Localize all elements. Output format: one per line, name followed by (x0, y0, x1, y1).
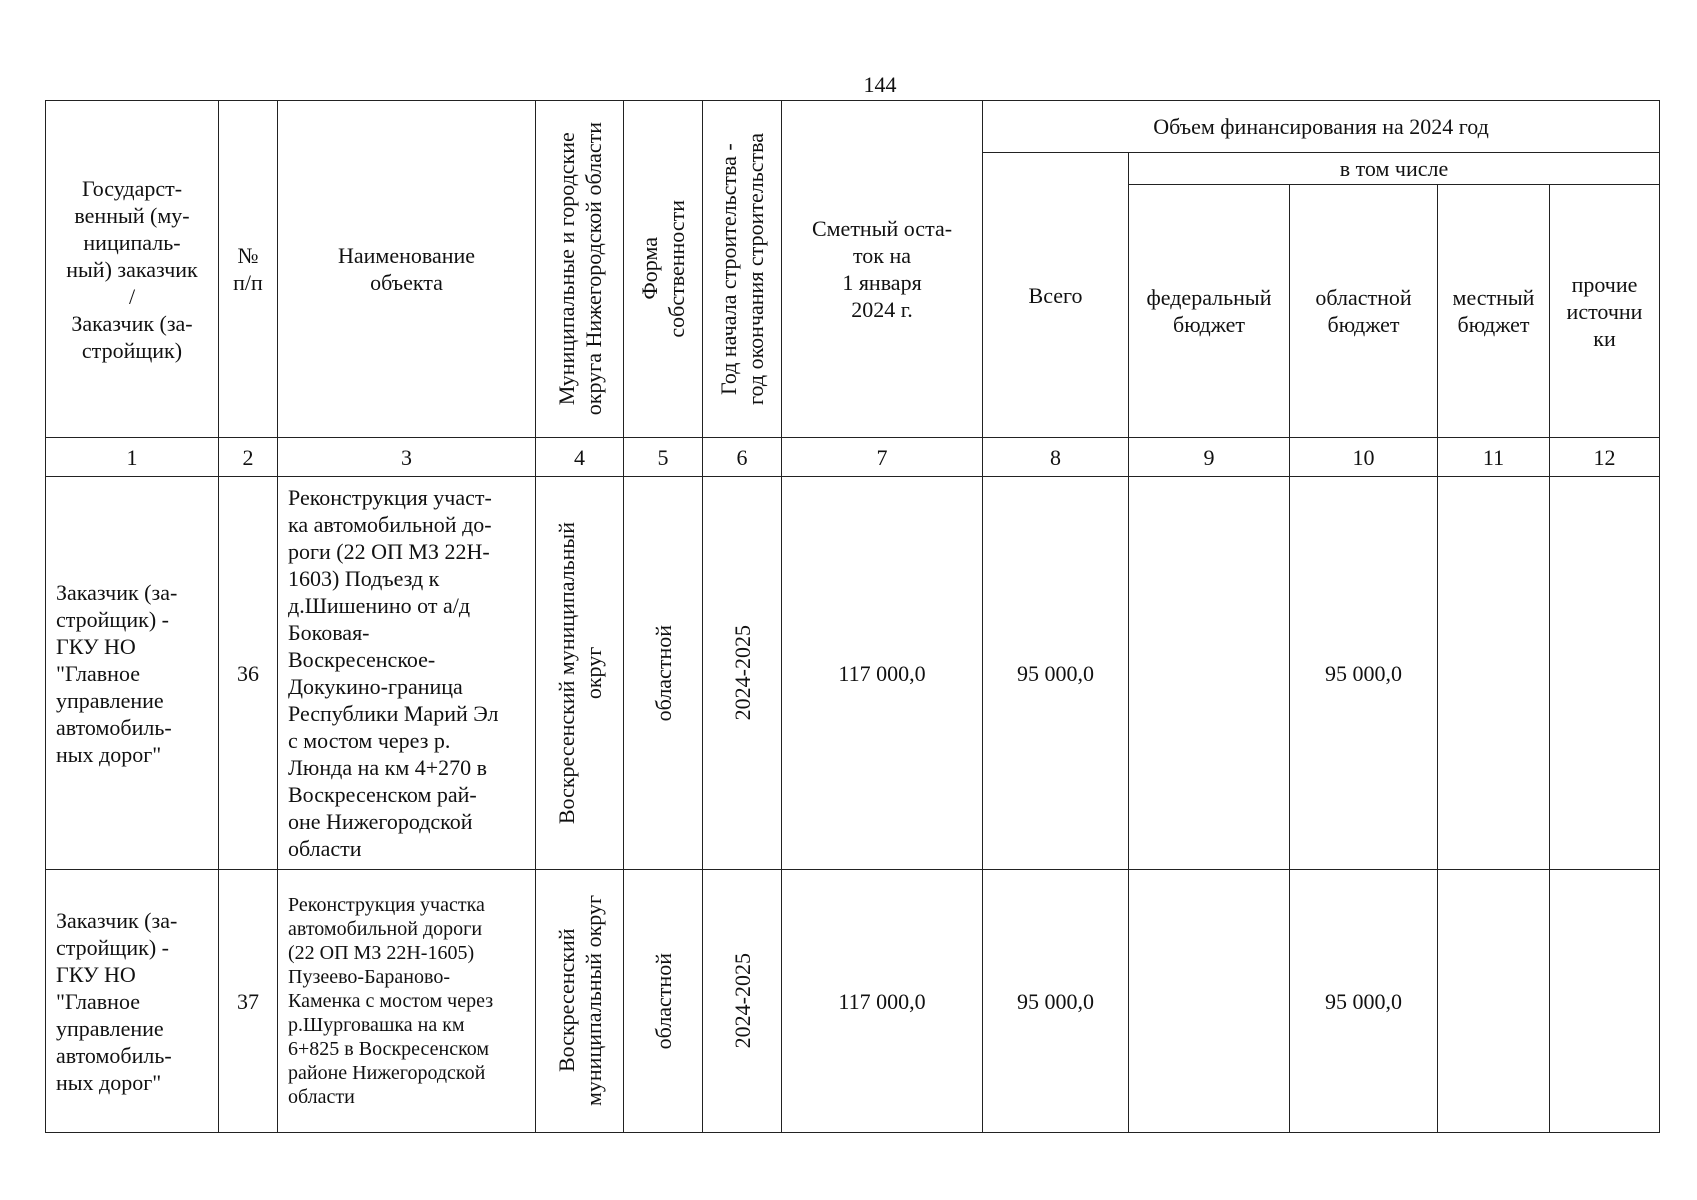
column-number: 9 (1129, 438, 1290, 477)
other-cell (1550, 870, 1660, 1133)
column-numbers-row (46, 438, 1660, 477)
table-row (46, 477, 1660, 870)
object-name-cell: Реконструкция участка автомобильной дороги (22 ОП МЗ 22Н-1605) Пузеево-Бараново- Каменка с мостом через р.Шурговашка на км 6+825 в Воскресенском районе Нижегородской области (278, 870, 536, 1133)
header-ownership: Форма собственности (624, 101, 703, 438)
customer-cell: Заказчик (за- стройщик) - ГКУ НО "Главное управление автомобиль- ных дорог" (46, 870, 219, 1133)
header-local: местный бюджет (1438, 185, 1550, 438)
ownership-cell: областной (624, 870, 703, 1133)
header-other: прочие источни ки (1550, 185, 1660, 438)
header-object-name: Наименование объекта (278, 101, 536, 438)
row-number: 36 (219, 477, 278, 870)
financing-table (45, 100, 1660, 1133)
municipal-cell: Воскресенский муниципальный округ (536, 870, 624, 1133)
local-cell (1438, 870, 1550, 1133)
header-financing: Объем финансирования на 2024 год (983, 101, 1660, 153)
column-number: 1 (46, 438, 219, 477)
federal-cell (1129, 870, 1290, 1133)
header-federal: федеральный бюджет (1129, 185, 1290, 438)
column-number: 4 (536, 438, 624, 477)
total-cell: 95 000,0 (983, 477, 1129, 870)
years-cell: 2024-2025 (703, 870, 782, 1133)
column-number: 10 (1290, 438, 1438, 477)
header-including: в том числе (1129, 153, 1660, 185)
column-number: 3 (278, 438, 536, 477)
header-years: Год начала строительства - год окончания строительства (703, 101, 782, 438)
column-number: 6 (703, 438, 782, 477)
header-num: № п/п (219, 101, 278, 438)
table-row (46, 870, 1660, 1133)
years-cell: 2024-2025 (703, 477, 782, 870)
header-municipal: Муниципальные и городские округа Нижегородской области (536, 101, 624, 438)
column-number: 8 (983, 438, 1129, 477)
header-estimate: Сметный оста- ток на 1 января 2024 г. (782, 101, 983, 438)
regional-cell: 95 000,0 (1290, 870, 1438, 1133)
total-cell: 95 000,0 (983, 870, 1129, 1133)
ownership-cell: областной (624, 477, 703, 870)
column-number: 2 (219, 438, 278, 477)
other-cell (1550, 477, 1660, 870)
column-number: 12 (1550, 438, 1660, 477)
column-number: 5 (624, 438, 703, 477)
estimate-cell: 117 000,0 (782, 870, 983, 1133)
column-number: 7 (782, 438, 983, 477)
federal-cell (1129, 477, 1290, 870)
header-total: Всего (983, 153, 1129, 438)
customer-cell: Заказчик (за- стройщик) - ГКУ НО "Главное управление автомобиль- ных дорог" (46, 477, 219, 870)
regional-cell: 95 000,0 (1290, 477, 1438, 870)
municipal-cell: Воскресенский муниципальный округ (536, 477, 624, 870)
local-cell (1438, 477, 1550, 870)
page-number: 144 (863, 72, 897, 97)
header-regional: областной бюджет (1290, 185, 1438, 438)
object-name-cell: Реконструкция участ- ка автомобильной до- роги (22 ОП МЗ 22Н- 1603) Подъезд к д.Шишенино от а/д Боковая- Воскресенское- Докукино-граница Республики Марий Эл с мостом через р. Люнда на км 4+270 в Воскресенском рай- оне Нижегородской области (278, 477, 536, 870)
estimate-cell: 117 000,0 (782, 477, 983, 870)
row-number: 37 (219, 870, 278, 1133)
header-customer: Государст- венный (му- ниципаль- ный) заказчик / Заказчик (за- стройщик) (46, 101, 219, 438)
column-number: 11 (1438, 438, 1550, 477)
